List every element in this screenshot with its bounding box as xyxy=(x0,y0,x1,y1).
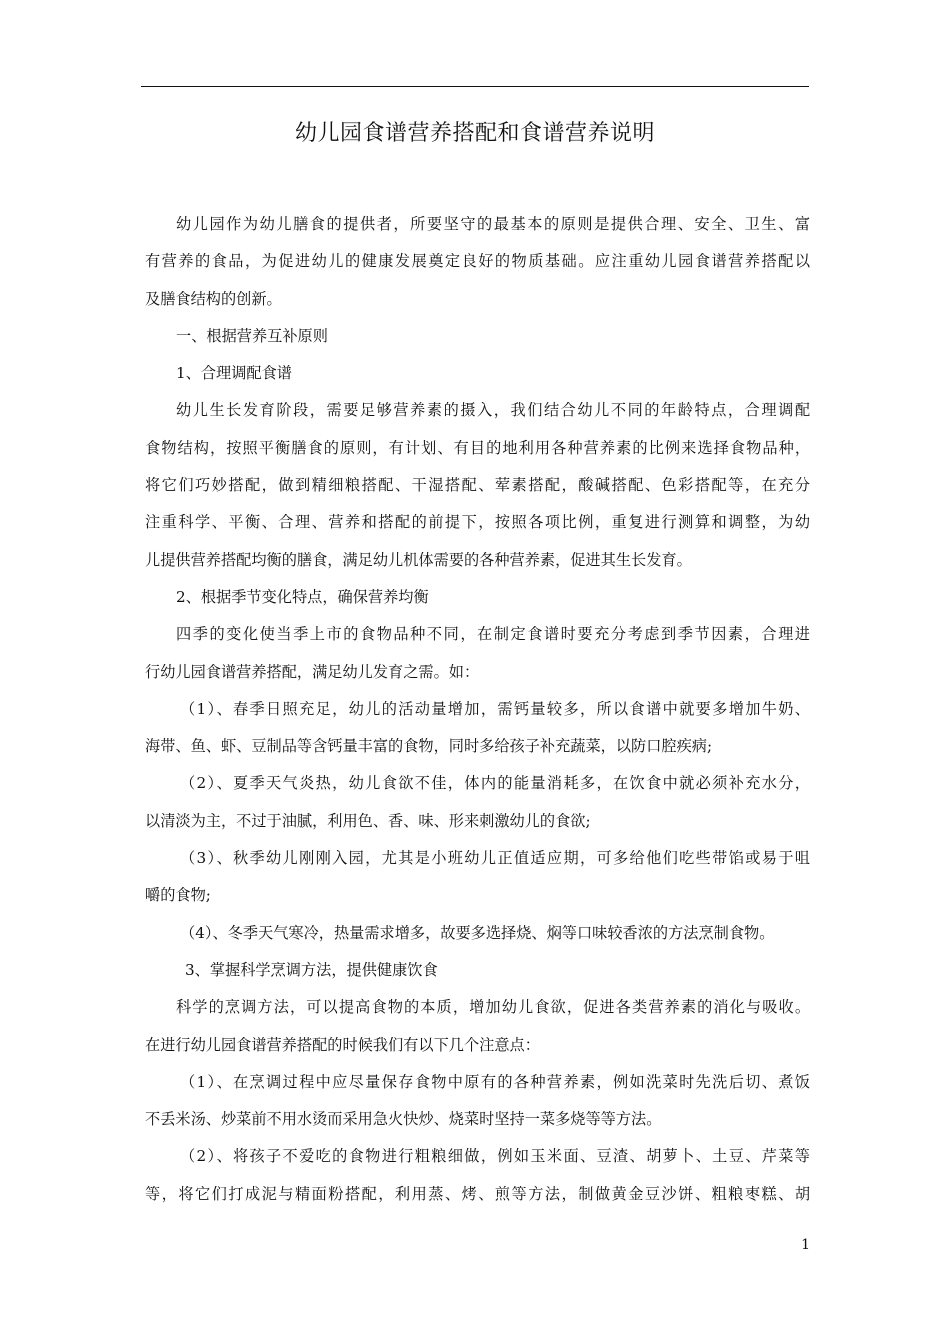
paragraph-line: 食物结构，按照平衡膳食的原则，有计划、有目的地利用各种营养素的比例来选择食物品种， xyxy=(145,438,810,457)
list-item-line: 以清淡为主，不过于油腻，利用色、香、味、形来刺激幼儿的食欲; xyxy=(145,811,591,830)
paragraph-line: 有营养的食品，为促进幼儿的健康发展奠定良好的物质基础。应注重幼儿园食谱营养搭配以 xyxy=(145,252,810,271)
list-item-line: 等，将它们打成泥与精面粉搭配，利用蒸、烤、煎等方法，制做黄金豆沙饼、粗粮枣糕、胡 xyxy=(145,1184,810,1203)
subsection-heading: 1、合理调配食谱 xyxy=(176,364,292,383)
paragraph-line: 儿提供营养搭配均衡的膳食，满足幼儿机体需要的各种营养素，促进其生长发育。 xyxy=(145,550,692,569)
list-item-line: （2）、将孩子不爱吃的食物进行粗粮细做，例如玉米面、豆渣、胡萝卜、土豆、芹菜等 xyxy=(180,1147,810,1166)
subsection-heading: 3、掌握科学烹调方法，提供健康饮食 xyxy=(185,960,438,979)
paragraph-line: 及膳食结构的创新。 xyxy=(145,289,282,308)
document-title: 幼儿园食谱营养搭配和食谱营养说明 xyxy=(294,121,655,146)
list-item-line: （1）、在烹调过程中应尽量保存食物中原有的各种营养素，例如洗菜时先洗后切、煮饭 xyxy=(180,1072,810,1091)
paragraph-line: 四季的变化使当季上市的食物品种不同，在制定食谱时要充分考虑到季节因素，合理进 xyxy=(176,625,810,644)
header-rule xyxy=(141,86,809,87)
list-item-line: （4）、冬季天气寒冷，热量需求增多，故要多选择烧、焖等口味较香浓的方法烹制食物。 xyxy=(180,923,775,942)
paragraph-line: 在进行幼儿园食谱营养搭配的时候我们有以下几个注意点： xyxy=(145,1035,540,1054)
list-item-line: （3）、秋季幼儿刚刚入园，尤其是小班幼儿正值适应期，可多给他们吃些带馅或易于咀 xyxy=(180,849,810,868)
paragraph-line: 幼儿园作为幼儿膳食的提供者，所要坚守的最基本的原则是提供合理、安全、卫生、富 xyxy=(176,215,810,233)
list-item-line: 海带、鱼、虾、豆制品等含钙量丰富的食物，同时多给孩子补充蔬菜，以防口腔疾病; xyxy=(145,737,713,756)
subsection-heading: 2、根据季节变化特点，确保营养均衡 xyxy=(176,587,429,606)
list-item-line: （1）、春季日照充足，幼儿的活动量增加，需钙量较多，所以食谱中就要多增加牛奶、 xyxy=(180,699,810,718)
section-heading: 一、根据营养互补原则 xyxy=(176,326,328,345)
paragraph-line: 注重科学、平衡、合理、营养和搭配的前提下，按照各项比例，重复进行测算和调整，为幼 xyxy=(145,513,810,532)
list-item-line: 嚼的食物; xyxy=(145,886,211,905)
list-item-line: （2）、夏季天气炎热，幼儿食欲不佳，体内的能量消耗多，在饮食中就必须补充水分， xyxy=(180,774,810,793)
paragraph-line: 幼儿生长发育阶段，需要足够营养素的摄入，我们结合幼儿不同的年龄特点，合理调配 xyxy=(176,401,810,420)
document-body xyxy=(145,206,810,1213)
list-item-line: 不丢米汤、炒菜前不用水烫而采用急火快炒、烧菜时坚持一菜多烧等等方法。 xyxy=(145,1110,662,1129)
paragraph-line: 科学的烹调方法，可以提高食物的本质，增加幼儿食欲，促进各类营养素的消化与吸收。 xyxy=(176,998,810,1017)
page-number: 1 xyxy=(801,1237,810,1253)
paragraph-line: 将它们巧妙搭配，做到精细粮搭配、干湿搭配、荤素搭配，酸碱搭配、色彩搭配等，在充分 xyxy=(145,476,810,495)
paragraph-line: 行幼儿园食谱营养搭配，满足幼儿发育之需。如： xyxy=(145,662,480,681)
